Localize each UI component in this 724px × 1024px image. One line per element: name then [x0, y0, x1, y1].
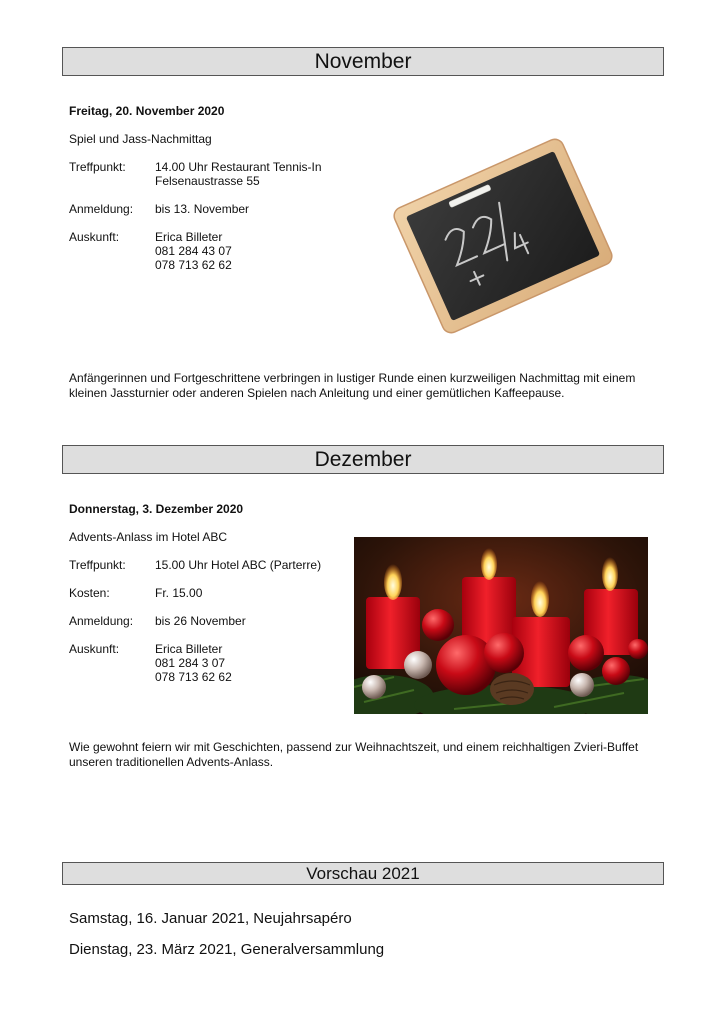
advent-candles-image [354, 537, 648, 714]
november-description: Anfängerinnen und Fortgeschrittene verbringen in lustiger Runde einen kurzweiligen Nachmittag mit einem kleinen Jassturnier oder anderen Spielen nach Anleitung und einer gemütlichen Kaffeepause. [69, 371, 636, 400]
dezember-kosten-label: Kosten: [69, 586, 110, 600]
dezember-description: Wie gewohnt feiern wir mit Geschichten, passend zur Weihnachtszeit, und einem reichhaltigen Zvieri-Buffet unseren traditionellen Advents-Anlass. [69, 740, 639, 769]
november-event-title: Spiel und Jass-Nachmittag [69, 132, 212, 146]
dezember-anmeldung-value: bis 26 November [155, 614, 246, 628]
dezember-kosten-value: Fr. 15.00 [155, 586, 203, 600]
november-event-date: Freitag, 20. November 2020 [69, 104, 225, 118]
dezember-auskunft-phone-2: 078 713 62 62 [155, 670, 232, 684]
dezember-anmeldung-label: Anmeldung: [69, 614, 134, 628]
dezember-auskunft-name: Erica Billeter [155, 642, 223, 656]
november-anmeldung-value: bis 13. November [155, 202, 250, 216]
dezember-auskunft-label: Auskunft: [69, 642, 120, 656]
november-auskunft-label: Auskunft: [69, 230, 120, 244]
november-heading: November [62, 47, 664, 76]
dezember-treffpunkt-value: 15.00 Uhr Hotel ABC (Parterre) [155, 558, 322, 572]
november-treffpunkt-value-2: Felsenaustrasse 55 [155, 174, 260, 188]
vorschau-item-1: Samstag, 16. Januar 2021, Neujahrsapéro [69, 910, 352, 927]
chalkboard-image [383, 138, 623, 338]
november-treffpunkt-label: Treffpunkt: [69, 160, 126, 174]
november-anmeldung-label: Anmeldung: [69, 202, 134, 216]
dezember-auskunft-phone-1: 081 284 3 07 [155, 656, 226, 670]
november-treffpunkt-value-1: 14.00 Uhr Restaurant Tennis-In [155, 160, 322, 174]
dezember-event-date: Donnerstag, 3. Dezember 2020 [69, 502, 244, 516]
november-auskunft-phone-2: 078 713 62 62 [155, 258, 232, 272]
november-auskunft-phone-1: 081 284 43 07 [155, 244, 232, 258]
vorschau-item-2: Dienstag, 23. März 2021, Generalversammlung [69, 941, 385, 958]
november-auskunft-name: Erica Billeter [155, 230, 223, 244]
dezember-treffpunkt-label: Treffpunkt: [69, 558, 126, 572]
dezember-event-title: Advents-Anlass im Hotel ABC [69, 530, 228, 544]
vorschau-heading: Vorschau 2021 [62, 862, 664, 885]
dezember-heading: Dezember [62, 445, 664, 474]
